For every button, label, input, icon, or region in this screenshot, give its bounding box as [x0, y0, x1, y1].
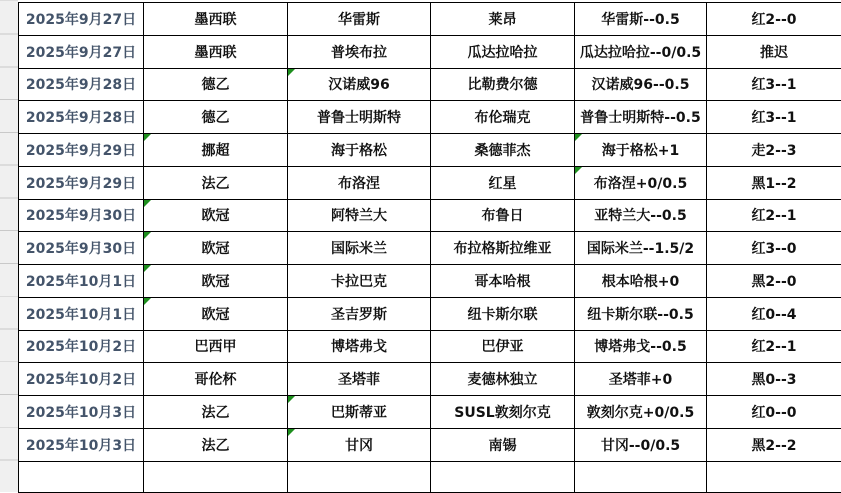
cell-league[interactable] [144, 297, 288, 330]
cell-date[interactable] [19, 396, 144, 429]
date-text: 2025年10月3日 [26, 438, 136, 454]
cell-away-team[interactable] [431, 297, 575, 330]
table-row [19, 166, 841, 199]
result-text: 黑2--2 [751, 438, 796, 454]
handicap-text: 根本哈根+0 [602, 274, 679, 290]
cell-home-team[interactable] [288, 265, 431, 298]
cell-empty[interactable] [575, 461, 707, 492]
away-team-text: SUSL敦刻尔克 [454, 405, 550, 421]
table-row [19, 3, 841, 36]
cell-home-team[interactable] [288, 363, 431, 396]
cell-home-team[interactable] [288, 134, 431, 167]
date-text: 2025年9月27日 [26, 12, 136, 28]
home-team-text: 普鲁士明斯特 [317, 110, 401, 126]
matches-table [18, 2, 841, 493]
league-text: 欧冠 [202, 241, 230, 257]
cell-result[interactable] [707, 363, 841, 396]
home-team-text: 汉诺威96 [328, 77, 389, 93]
cell-home-team[interactable] [288, 3, 431, 36]
league-text: 德乙 [202, 110, 230, 126]
result-text: 红2--1 [751, 208, 796, 224]
cell-empty[interactable] [144, 461, 288, 492]
cell-away-team[interactable] [431, 35, 575, 68]
cell-handicap[interactable] [575, 68, 707, 101]
cell-away-team[interactable] [431, 330, 575, 363]
cell-handicap[interactable] [575, 297, 707, 330]
result-text: 黑0--3 [751, 372, 796, 388]
handicap-text: 敦刻尔克+0/0.5 [587, 405, 694, 421]
left-gutter [0, 0, 18, 492]
handicap-text: 纽卡斯尔联--0.5 [587, 307, 693, 323]
away-team-text: 瓜达拉哈拉 [468, 45, 538, 61]
cell-date[interactable] [19, 265, 144, 298]
cell-handicap[interactable] [575, 265, 707, 298]
home-team-text: 阿特兰大 [331, 208, 387, 224]
cell-away-team[interactable] [431, 199, 575, 232]
cell-result[interactable] [707, 330, 841, 363]
cell-league[interactable] [144, 428, 288, 461]
home-team-text: 海于格松 [331, 143, 387, 159]
cell-empty[interactable] [288, 461, 431, 492]
cell-away-team[interactable] [431, 428, 575, 461]
cell-result[interactable] [707, 232, 841, 265]
table-row [19, 199, 841, 232]
cell-away-team[interactable] [431, 101, 575, 134]
date-text: 2025年9月28日 [26, 77, 136, 93]
cell-handicap[interactable] [575, 101, 707, 134]
cell-home-team[interactable] [288, 330, 431, 363]
league-text: 法乙 [202, 438, 230, 454]
away-team-text: 布鲁日 [482, 208, 524, 224]
cell-date[interactable] [19, 363, 144, 396]
table-row-empty [19, 461, 841, 492]
cell-corner-marker [144, 200, 151, 207]
league-text: 欧冠 [202, 274, 230, 290]
handicap-text: 博塔弗戈--0.5 [594, 339, 686, 355]
cell-corner-marker [144, 232, 151, 239]
cell-home-team[interactable] [288, 166, 431, 199]
cell-away-team[interactable] [431, 232, 575, 265]
date-text: 2025年9月27日 [26, 45, 136, 61]
date-text: 2025年10月1日 [26, 307, 136, 323]
handicap-text: 亚特兰大--0.5 [594, 208, 686, 224]
table-row [19, 101, 841, 134]
cell-result[interactable] [707, 396, 841, 429]
date-text: 2025年10月2日 [26, 339, 136, 355]
cell-result[interactable] [707, 68, 841, 101]
cell-handicap[interactable] [575, 199, 707, 232]
home-team-text: 巴斯蒂亚 [331, 405, 387, 421]
table-row [19, 265, 841, 298]
cell-league[interactable] [144, 232, 288, 265]
cell-date[interactable] [19, 199, 144, 232]
result-text: 红0--4 [751, 307, 796, 323]
cell-handicap[interactable] [575, 363, 707, 396]
result-text: 红2--0 [751, 12, 796, 28]
cell-date[interactable] [19, 68, 144, 101]
cell-corner-marker [144, 134, 151, 141]
cell-home-team[interactable] [288, 199, 431, 232]
cell-league[interactable] [144, 166, 288, 199]
cell-date[interactable] [19, 330, 144, 363]
cell-handicap[interactable] [575, 35, 707, 68]
league-text: 欧冠 [202, 307, 230, 323]
home-team-text: 卡拉巴克 [331, 274, 387, 290]
cell-corner-marker [144, 298, 151, 305]
home-team-text: 国际米兰 [331, 241, 387, 257]
cell-league[interactable] [144, 68, 288, 101]
cell-empty[interactable] [19, 461, 144, 492]
result-text: 黑2--0 [751, 274, 796, 290]
handicap-text: 华雷斯--0.5 [601, 12, 679, 28]
table-row [19, 396, 841, 429]
table-row [19, 68, 841, 101]
home-team-text: 华雷斯 [338, 12, 380, 28]
away-team-text: 麦德林独立 [468, 372, 538, 388]
cell-date[interactable] [19, 297, 144, 330]
result-text: 红3--1 [751, 110, 796, 126]
away-team-text: 桑德菲杰 [475, 143, 531, 159]
cell-result[interactable] [707, 101, 841, 134]
cell-league[interactable] [144, 396, 288, 429]
cell-corner-marker [288, 396, 295, 403]
cell-handicap[interactable] [575, 3, 707, 36]
cell-result[interactable] [707, 134, 841, 167]
league-text: 哥伦杯 [195, 372, 237, 388]
away-team-text: 纽卡斯尔联 [468, 307, 538, 323]
date-text: 2025年10月3日 [26, 405, 136, 421]
result-text: 黑1--2 [751, 176, 796, 192]
cell-result[interactable] [707, 166, 841, 199]
cell-away-team[interactable] [431, 166, 575, 199]
handicap-text: 甘冈--0/0.5 [601, 438, 680, 454]
table-row [19, 35, 841, 68]
away-team-text: 南锡 [489, 438, 517, 454]
result-text: 红2--1 [751, 339, 796, 355]
cell-result[interactable] [707, 428, 841, 461]
table-row [19, 428, 841, 461]
cell-date[interactable] [19, 428, 144, 461]
table-row [19, 134, 841, 167]
handicap-text: 布洛涅+0/0.5 [594, 176, 687, 192]
cell-date[interactable] [19, 232, 144, 265]
handicap-text: 汉诺威96--0.5 [592, 77, 690, 93]
away-team-text: 莱昂 [489, 12, 517, 28]
cell-result[interactable] [707, 265, 841, 298]
date-text: 2025年9月30日 [26, 241, 136, 257]
cell-handicap[interactable] [575, 428, 707, 461]
cell-league[interactable] [144, 101, 288, 134]
result-text: 红3--0 [751, 241, 796, 257]
league-text: 巴西甲 [195, 339, 237, 355]
league-text: 德乙 [202, 77, 230, 93]
cell-corner-marker [575, 167, 582, 174]
cell-home-team[interactable] [288, 68, 431, 101]
cell-handicap[interactable] [575, 396, 707, 429]
cell-handicap[interactable] [575, 166, 707, 199]
cell-date[interactable] [19, 3, 144, 36]
cell-result[interactable] [707, 199, 841, 232]
date-text: 2025年10月2日 [26, 372, 136, 388]
cell-league[interactable] [144, 265, 288, 298]
home-team-text: 普埃布拉 [331, 45, 387, 61]
cell-home-team[interactable] [288, 428, 431, 461]
away-team-text: 巴伊亚 [482, 339, 524, 355]
cell-away-team[interactable] [431, 363, 575, 396]
handicap-text: 普鲁士明斯特--0.5 [580, 110, 700, 126]
away-team-text: 红星 [489, 176, 517, 192]
league-text: 法乙 [202, 176, 230, 192]
cell-corner-marker [288, 69, 295, 76]
table-row [19, 297, 841, 330]
cell-home-team[interactable] [288, 232, 431, 265]
cell-league[interactable] [144, 35, 288, 68]
league-text: 墨西联 [195, 12, 237, 28]
date-text: 2025年9月29日 [26, 143, 136, 159]
cell-date[interactable] [19, 166, 144, 199]
handicap-text: 瓜达拉哈拉--0/0.5 [580, 45, 701, 61]
result-text: 红0--0 [751, 405, 796, 421]
home-team-text: 布洛涅 [338, 176, 380, 192]
away-team-text: 布拉格斯拉维亚 [454, 241, 552, 257]
cell-date[interactable] [19, 35, 144, 68]
cell-result[interactable] [707, 3, 841, 36]
cell-league[interactable] [144, 3, 288, 36]
cell-handicap[interactable] [575, 232, 707, 265]
cell-league[interactable] [144, 363, 288, 396]
date-text: 2025年10月1日 [26, 274, 136, 290]
cell-handicap[interactable] [575, 330, 707, 363]
cell-result[interactable] [707, 35, 841, 68]
result-text: 走2--3 [751, 143, 796, 159]
cell-away-team[interactable] [431, 3, 575, 36]
away-team-text: 哥本哈根 [475, 274, 531, 290]
result-text: 推迟 [760, 45, 788, 61]
date-text: 2025年9月28日 [26, 110, 136, 126]
home-team-text: 圣吉罗斯 [331, 307, 387, 323]
handicap-text: 海于格松+1 [602, 143, 679, 159]
cell-home-team[interactable] [288, 101, 431, 134]
cell-result[interactable] [707, 297, 841, 330]
league-text: 墨西联 [195, 45, 237, 61]
date-text: 2025年9月29日 [26, 176, 136, 192]
handicap-text: 国际米兰--1.5/2 [587, 241, 694, 257]
league-text: 欧冠 [202, 208, 230, 224]
cell-league[interactable] [144, 199, 288, 232]
cell-empty[interactable] [707, 461, 841, 492]
handicap-text: 圣塔菲+0 [609, 372, 672, 388]
cell-corner-marker [575, 134, 582, 141]
cell-handicap[interactable] [575, 134, 707, 167]
cell-away-team[interactable] [431, 68, 575, 101]
date-text: 2025年9月30日 [26, 208, 136, 224]
home-team-text: 甘冈 [345, 438, 373, 454]
cell-corner-marker [144, 265, 151, 272]
away-team-text: 比勒费尔德 [468, 77, 538, 93]
cell-away-team[interactable] [431, 265, 575, 298]
cell-away-team[interactable] [431, 396, 575, 429]
cell-league[interactable] [144, 134, 288, 167]
cell-league[interactable] [144, 330, 288, 363]
cell-away-team[interactable] [431, 134, 575, 167]
table-row [19, 330, 841, 363]
home-team-text: 博塔弗戈 [331, 339, 387, 355]
cell-corner-marker [288, 429, 295, 436]
away-team-text: 布伦瑞克 [475, 110, 531, 126]
table-row [19, 232, 841, 265]
cell-home-team[interactable] [288, 396, 431, 429]
table-row [19, 363, 841, 396]
cell-home-team[interactable] [288, 35, 431, 68]
league-text: 法乙 [202, 405, 230, 421]
cell-home-team[interactable] [288, 297, 431, 330]
result-text: 红3--1 [751, 77, 796, 93]
cell-date[interactable] [19, 134, 144, 167]
home-team-text: 圣塔菲 [338, 372, 380, 388]
cell-empty[interactable] [431, 461, 575, 492]
cell-date[interactable] [19, 101, 144, 134]
league-text: 挪超 [202, 143, 230, 159]
